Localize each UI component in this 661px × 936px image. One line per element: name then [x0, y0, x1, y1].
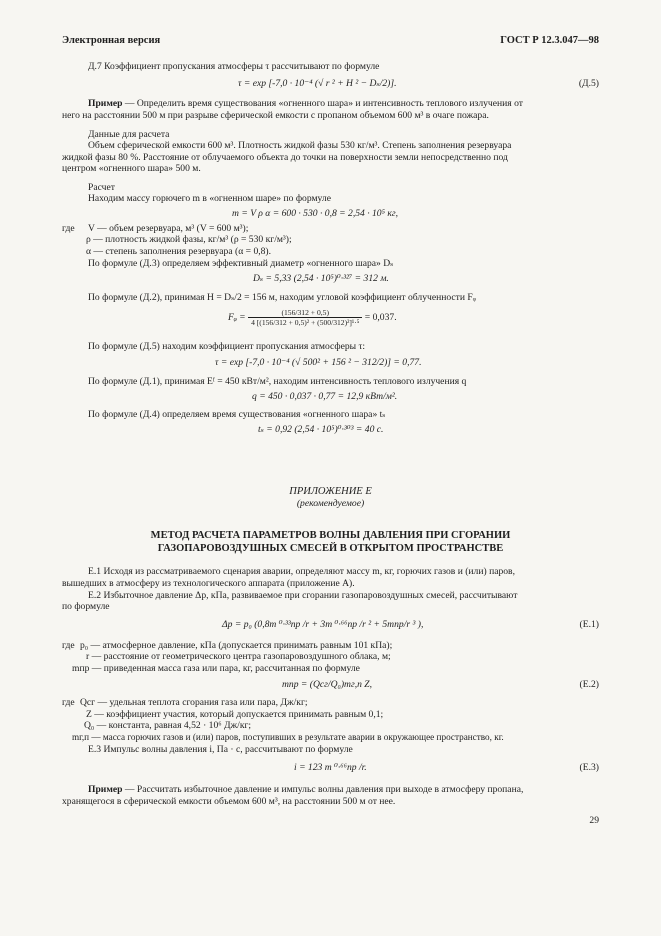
e1-line1: Е.1 Исходя из рассматриваемого сценария аварии, определяют массу m, кг, горючих газов и (или) паров,	[88, 566, 515, 577]
appendix-subtitle: (рекомендуемое)	[296, 498, 365, 509]
calc-ds-text: По формуле (Д.3) определяем эффективный диаметр «огненного шара» Dₛ	[88, 258, 394, 269]
d7-label: (Д.5)	[578, 78, 599, 89]
example2-text1: — Рассчитать избыточное давление и импульс волны давления при выходе в атмосферу пропана,	[122, 784, 524, 795]
example2-line1	[62, 784, 599, 796]
calc-ts-text: По формуле (Д.4) определяем время существования «огненного шара» tₛ	[88, 409, 386, 420]
calc-where-v: V — объем резервуара, м³ (V = 600 м³);	[88, 223, 249, 234]
e2-where-mpr: mпр — приведенная масса газа или пара, кг, рассчитанная по формуле	[72, 663, 360, 674]
e1-line2: вышедших в атмосферу из технологического аппарата (приложение А).	[62, 578, 355, 589]
e2-where-z: Z — коэффициент участия, который допускается принимать равным 0,1;	[86, 709, 384, 720]
e2-formula: Δp = p₀ (0,8m ⁰·³³пр /r + 3m ⁰·⁶⁶пр /r ² + 5mпр/r ³ ),	[222, 619, 424, 630]
example1-title: Пример	[88, 98, 123, 109]
example1-line2: него на расстоянии 500 м при разрыве сферической емкости с пропаном объемом 600 м³ в очаге пожара.	[62, 110, 489, 121]
e2-label: (Е.1)	[579, 619, 599, 630]
e2-where-q0: Q₀ — константа, равная 4,52 · 10⁶ Дж/кг;	[84, 720, 252, 731]
calc-tau-text: По формуле (Д.5) находим коэффициент пропускания атмосферы τ:	[88, 341, 366, 352]
calc-fq-num: (156/312 + 0,5)	[248, 308, 362, 318]
calc-mass-text: Находим массу горючего m в «огненном шаре» по формуле	[88, 193, 331, 204]
calc-q-text: По формуле (Д.1), принимая Eᶠ = 450 кВт/м², находим интенсивность теплового излучения q	[88, 376, 467, 387]
calc-q-formula: q = 450 · 0,037 · 0,77 = 12,9 кВт/м².	[252, 391, 398, 402]
e3-text: Е.3 Импульс волны давления i, Па · с, рассчитывают по формуле	[88, 744, 353, 755]
e2-line2: по формуле	[62, 601, 110, 612]
example2-title: Пример	[88, 784, 123, 795]
d7-intro: Д.7 Коэффициент пропускания атмосферы τ рассчитывают по формуле	[88, 61, 380, 72]
e2-where-mgp: mг,п — масса горючих газов и (или) паров, поступивших в результате аварии в окружающее пространство, кг.	[72, 732, 504, 742]
header-left: Электронная версия	[62, 35, 161, 46]
calc-tau-formula: τ = exp [-7,0 · 10⁻⁴ (√ 500² + 156 ² − 312/2)] = 0,77.	[215, 357, 422, 368]
calc-fq-right: = 0,037.	[364, 311, 397, 323]
example1-text1: — Определить время существования «огненного шара» и интенсивность теплового излучения от	[122, 98, 523, 109]
appendix-title: ПРИЛОЖЕНИЕ Е	[289, 486, 372, 497]
e2-where-p0: p₀ — атмосферное давление, кПа (допускается принимать равным 101 кПа);	[80, 640, 393, 651]
calc-fq-fraction	[248, 308, 362, 328]
e2-where2-word: где	[62, 697, 75, 708]
header-right: ГОСТ Р 12.3.047—98	[500, 35, 599, 46]
calc-where-rho: ρ — плотность жидкой фазы, кг/м³ (ρ = 530 кг/м³);	[86, 234, 292, 245]
calc-ds-formula: Dₛ = 5,33 (2,54 · 10⁵)⁰·³²⁷ = 312 м.	[253, 273, 389, 284]
calc-fq-left: Fᵩ =	[228, 311, 246, 323]
e3-label: (Е.3)	[579, 762, 599, 773]
method-title-2: ГАЗОПАРОВОЗДУШНЫХ СМЕСЕЙ В ОТКРЫТОМ ПРОСТРАНСТВЕ	[157, 543, 504, 554]
e2-formula-2: mпр = (Qсг/Q₀)mг,п Z,	[282, 679, 373, 690]
example1-line1	[62, 98, 599, 110]
data-line3: центром «огненного шара» 500 м.	[62, 163, 201, 174]
e3-formula: i = 123 m ⁰·⁶⁶пр /r.	[294, 762, 367, 773]
e2-where-r: r — расстояние от геометрического центра газопаровоздушного облака, м;	[86, 651, 391, 662]
data-line1: Объем сферической емкости 600 м³. Плотность жидкой фазы 530 кг/м³. Степень заполнения резервуара	[88, 140, 512, 151]
e2-label-2: (Е.2)	[579, 679, 599, 690]
e2-line1: Е.2 Избыточное давление Δp, кПа, развиваемое при сгорании газопаровоздушных смесей, рассчитывают	[88, 590, 518, 601]
calc-mass-formula: m = V ρ α = 600 · 530 · 0,8 = 2,54 · 10⁵ кг,	[232, 208, 398, 219]
calc-where-alpha: α — степень заполнения резервуара (α = 0,8).	[86, 246, 272, 257]
data-line2: жидкой фазы 80 %. Расстояние от облучаемого объекта до точки на поверхности земли непосредственно под	[62, 152, 508, 163]
d7-formula: τ = exp [-7,0 · 10⁻⁴ (√ r ² + H ² − Dₛ/2)].	[238, 78, 397, 89]
data-title: Данные для расчета	[88, 129, 170, 140]
e2-where-word: где	[62, 640, 75, 651]
calc-ts-formula: tₛ = 0,92 (2,54 · 10⁵)⁰·³⁰³ = 40 с.	[258, 424, 384, 435]
calc-where-word: где	[62, 223, 75, 234]
calc-fq-text: По формуле (Д.2), принимая H = Dₛ/2 = 156 м, находим угловой коэффициент облученности Fᵩ	[88, 292, 476, 303]
page-number: 29	[589, 815, 599, 826]
calc-title: Расчет	[88, 182, 115, 193]
calc-fq-formula	[228, 308, 397, 328]
method-title-1: МЕТОД РАСЧЕТА ПАРАМЕТРОВ ВОЛНЫ ДАВЛЕНИЯ ПРИ СГОРАНИИ	[150, 530, 511, 541]
e2-where-qsg: Qсг — удельная теплота сгорания газа или пара, Дж/кг;	[80, 697, 308, 708]
example2-line2: хранящегося в сферической емкости объемом 600 м³, на расстоянии 500 м от нее.	[62, 796, 396, 807]
calc-fq-den: 4 [(156/312 + 0,5)² + (500/312)²]¹·⁵	[251, 318, 360, 328]
